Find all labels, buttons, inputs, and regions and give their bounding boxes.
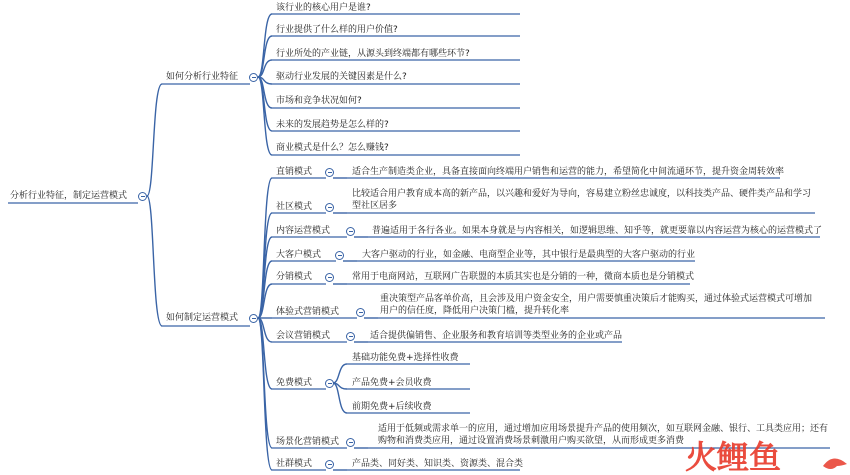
fish-logo-watermark — [683, 436, 850, 475]
question-node[interactable]: 行业所处的产业链，从源头到终端都有哪些环节? — [276, 49, 470, 59]
mode-node[interactable]: 内容运营模式 — [276, 226, 331, 236]
mode-node[interactable]: 分销模式 — [276, 272, 313, 282]
mode-description: 产品类、同好类、知识类、资源类、混合类 — [352, 459, 524, 469]
mode-node[interactable]: 社群模式 — [276, 459, 313, 469]
collapse-toggle-icon[interactable] — [138, 192, 147, 201]
mode-node[interactable]: 免费模式 — [276, 378, 313, 388]
question-node[interactable]: 未来的发展趋势是怎么样的? — [276, 120, 389, 130]
question-node[interactable]: 市场和竞争状况如何? — [276, 96, 362, 106]
mode-description: 比较适合用户教育成本高的新产品，以兴趣和爱好为导向，容易建立粉丝忠诚度，以科技类产品、硬件类产品和学习型社区居多 — [352, 189, 812, 211]
root-node[interactable]: 分析行业特征，制定运营模式 — [10, 191, 128, 201]
branch-industry-analysis[interactable]: 如何分析行业特征 — [166, 72, 239, 82]
collapse-toggle-icon[interactable] — [356, 308, 365, 317]
mode-node[interactable]: 直销模式 — [276, 167, 313, 177]
collapse-toggle-icon[interactable] — [325, 379, 334, 388]
watermark-text: 火鲤鱼 — [685, 438, 782, 475]
collapse-toggle-icon[interactable] — [346, 227, 355, 236]
connector-curve — [333, 364, 347, 383]
collapse-toggle-icon[interactable] — [325, 273, 334, 282]
connector-curve — [258, 77, 272, 155]
free-mode-option[interactable]: 前期免费+后续收费 — [352, 402, 432, 412]
collapse-toggle-icon[interactable] — [325, 460, 334, 469]
collapse-toggle-icon[interactable] — [346, 438, 355, 447]
collapse-toggle-icon[interactable] — [249, 73, 258, 82]
question-node[interactable]: 行业提供了什么样的用户价值? — [276, 25, 398, 35]
mode-description: 常用于电商网站，互联网广告联盟的本质其实也是分销的一种，微商本质也是分销模式 — [352, 272, 695, 282]
collapse-toggle-icon[interactable] — [325, 168, 334, 177]
mode-node[interactable]: 场景化营销模式 — [276, 437, 340, 447]
mode-description: 适合生产制造类企业，具备直接面向终端用户销售和运营的能力，希望简化中间流通环节，提升资金周转效率 — [352, 167, 785, 177]
mode-node[interactable]: 会议营销模式 — [276, 331, 331, 341]
connector-curve — [258, 318, 272, 448]
mode-node[interactable]: 大客户模式 — [276, 250, 322, 260]
collapse-toggle-icon[interactable] — [249, 314, 258, 323]
mode-node[interactable]: 社区模式 — [276, 202, 313, 212]
free-mode-option[interactable]: 产品免费+会员收费 — [352, 378, 432, 388]
collapse-toggle-icon[interactable] — [335, 251, 344, 260]
collapse-toggle-icon[interactable] — [325, 203, 334, 212]
question-node[interactable]: 该行业的核心用户是谁? — [276, 3, 371, 13]
mode-node[interactable]: 体验式营销模式 — [276, 307, 340, 317]
mode-description: 大客户驱动的行业，如金融、电商型企业等，其中银行是最典型的大客户驱动的行业 — [362, 250, 696, 260]
question-node[interactable]: 商业模式是什么？怎么赚钱? — [276, 143, 389, 153]
free-mode-option[interactable]: 基础功能免费+选择性收费 — [352, 353, 459, 363]
mode-description: 适用于低频或需求单一的应用，通过增加应用场景提升产品的使用频次，如互联网金融、银行、工具类应用；还有购物和消费类应用，通过设置消费场景刺激用户购买欲望，从而形成更多消费 — [378, 424, 829, 446]
collapse-toggle-icon[interactable] — [346, 332, 355, 341]
connector-curve — [147, 84, 162, 196]
mode-description: 重决策型产品客单价高，且会涉及用户资金安全，用户需要慎重决策后才能购买，通过体验式运营模式可增加用户的信任度，降低用户决策门槛，提升转化率 — [380, 294, 813, 316]
mode-description: 普遍适用于各行各业。如果本身就是与内容相关，如逻辑思维、知乎等，就更要靠以内容运营为核心的运营模式了 — [372, 226, 823, 236]
question-node[interactable]: 驱动行业发展的关键因素是什么? — [276, 72, 407, 82]
mode-description: 适合提供偏销售、企业服务和教育培训等类型业务的企业或产品 — [370, 331, 623, 341]
connector-curve — [147, 196, 162, 326]
branch-operation-model[interactable]: 如何制定运营模式 — [166, 313, 239, 323]
